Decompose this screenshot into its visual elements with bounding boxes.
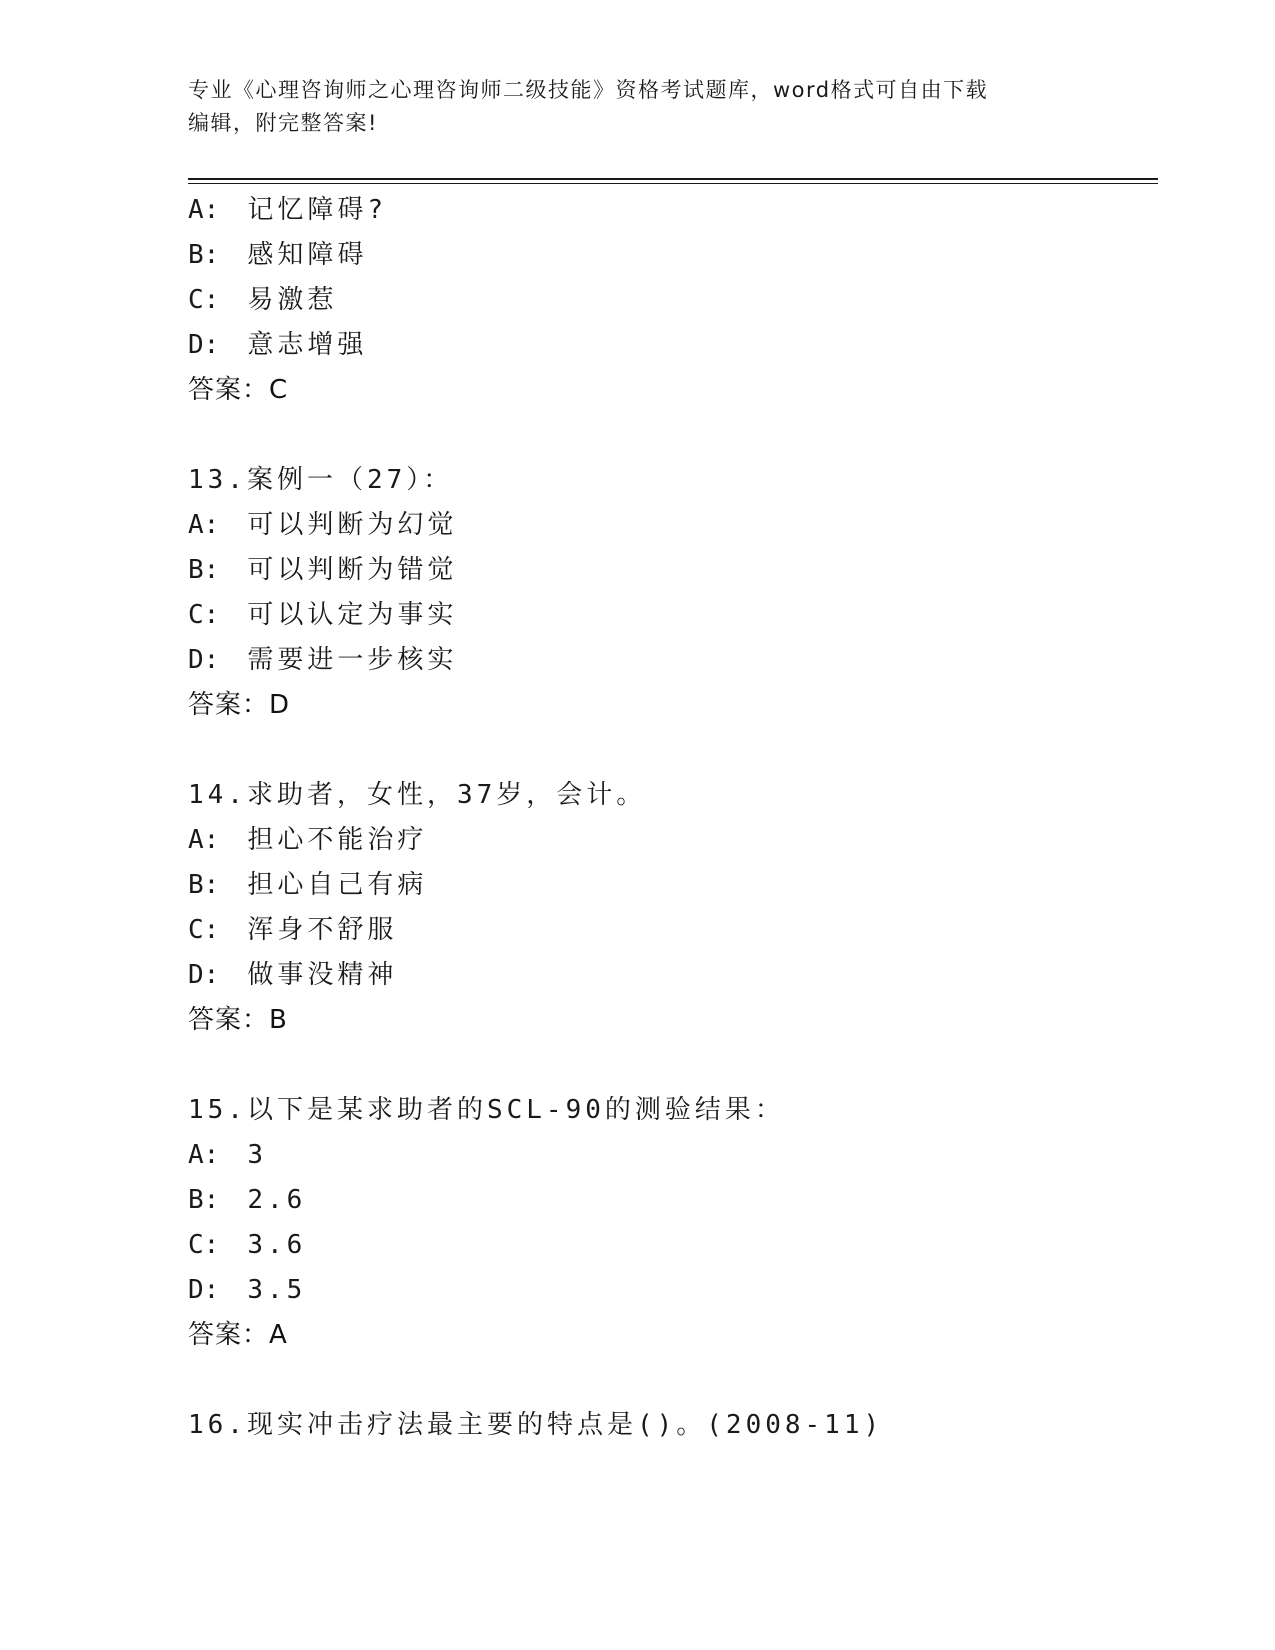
q15-option-b <box>188 1183 306 1217</box>
q13-option-c <box>188 598 457 632</box>
option-text: 可以认定为事实 <box>247 600 458 630</box>
option-text: 3 <box>247 1140 267 1170</box>
q14-option-b <box>188 868 427 902</box>
option-text: 易激惹 <box>247 285 338 315</box>
option-letter: D: <box>188 330 220 360</box>
q12-option-c <box>188 283 337 317</box>
option-text: 担心自己有病 <box>247 870 428 900</box>
option-text: 3.6 <box>247 1230 307 1260</box>
q15-question: 15.以下是某求助者的SCL-90的测验结果： <box>188 1095 785 1125</box>
option-text: 浑身不舒服 <box>247 915 398 945</box>
option-letter: A: <box>188 825 220 855</box>
q16-question: 16.现实冲击疗法最主要的特点是()。(2008-11) <box>188 1410 884 1440</box>
option-text: 3.5 <box>247 1275 307 1305</box>
option-letter: B: <box>188 1185 220 1215</box>
q13-answer: 答案：D <box>188 690 291 720</box>
option-letter: D: <box>188 1275 220 1305</box>
option-letter: C: <box>188 915 220 945</box>
q14-question: 14.求助者，女性，37岁，会计。 <box>188 780 647 810</box>
header-line-1: 专业《心理咨询师之心理咨询师二级技能》资格考试题库，word格式可自由下载 <box>188 78 989 102</box>
q12-option-b <box>188 238 367 272</box>
option-text: 可以判断为错觉 <box>247 555 458 585</box>
q14-option-d <box>188 958 397 992</box>
option-letter: B: <box>188 555 220 585</box>
q15-option-d <box>188 1273 306 1307</box>
option-letter: C: <box>188 600 220 630</box>
option-text: 需要进一步核实 <box>247 645 458 675</box>
header-line-2: 编辑，附完整答案! <box>188 111 378 135</box>
q13-option-a <box>188 508 457 542</box>
option-text: 记忆障碍? <box>247 195 387 225</box>
option-letter: B: <box>188 240 220 270</box>
q13-question: 13.案例一（27）： <box>188 465 454 495</box>
q12-option-d <box>188 328 367 362</box>
q15-option-a <box>188 1138 267 1172</box>
q13-option-b <box>188 553 457 587</box>
option-letter: A: <box>188 195 220 225</box>
document-header <box>188 74 1068 140</box>
q15-answer: 答案：A <box>188 1320 288 1350</box>
q14-option-c <box>188 913 397 947</box>
option-letter: C: <box>188 285 220 315</box>
option-letter: D: <box>188 960 220 990</box>
q13-option-d <box>188 643 457 677</box>
option-text: 意志增强 <box>247 330 368 360</box>
option-text: 担心不能治疗 <box>247 825 428 855</box>
header-divider-top <box>188 178 1158 180</box>
q14-answer: 答案：B <box>188 1005 288 1035</box>
q12-option-a <box>188 193 387 227</box>
option-text: 做事没精神 <box>247 960 398 990</box>
option-letter: C: <box>188 1230 220 1260</box>
q14-option-a <box>188 823 427 857</box>
option-letter: A: <box>188 510 220 540</box>
option-letter: A: <box>188 1140 220 1170</box>
option-text: 2.6 <box>247 1185 307 1215</box>
q15-option-c <box>188 1228 306 1262</box>
option-text: 可以判断为幻觉 <box>247 510 458 540</box>
q12-answer: 答案：C <box>188 375 289 405</box>
header-divider-bottom <box>188 183 1158 184</box>
option-text: 感知障碍 <box>247 240 368 270</box>
option-letter: B: <box>188 870 220 900</box>
option-letter: D: <box>188 645 220 675</box>
